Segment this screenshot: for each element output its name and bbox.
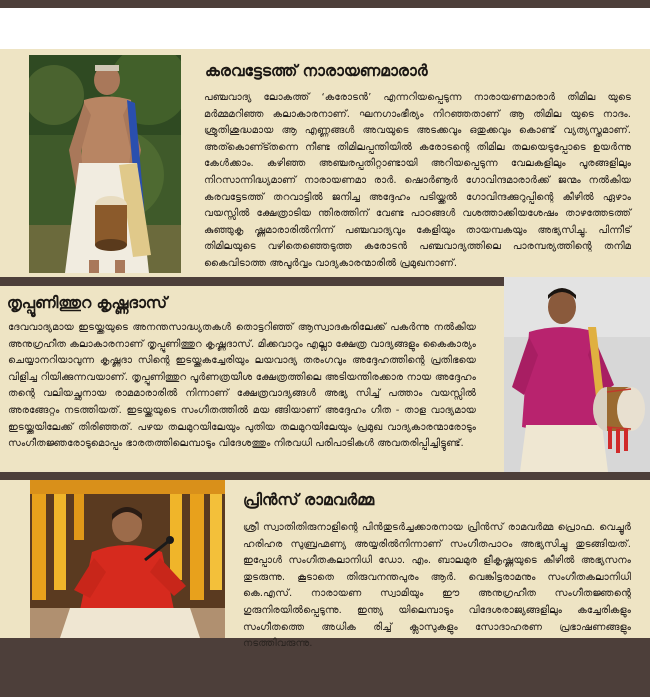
tripunithura-krishnadas-photo (504, 277, 650, 472)
top-band (0, 0, 650, 8)
section-1-title: കരവട്ടേടത്ത് നാരായണമാരാർ (205, 62, 428, 80)
karavatteth-narayana-marar-photo (29, 55, 181, 273)
lower-band (0, 472, 650, 480)
section-2-title: തൃപ്പൂണിത്തുറ കൃഷ്ണദാസ് (7, 294, 168, 312)
section-1-body: പഞ്ചവാദ്യ ലോകത്ത് ‘കരോടൻ’ എന്നറിയപ്പെടുന്ന നാരായണമാരാർ തിമില യുടെ മർമ്മമറിഞ്ഞ കലാകാരനാണ്. ഘനഗാംഭീര്യം നിറഞ്ഞതാണ് ആ തിമില യുടെ നാദം. ശ്രുതിശുദ്ധമായ ആ എണ്ണങ്ങൾ അവയുടെ അടക്കവും ഒതുക്കവും കൊണ്ട് വ്യത്യസ്തമാണ്. അത്കൊണ്ട്തന്നെ നീണ്ട തിമിലപ്പന്തിയിൽ കരോടന്റെ തിമില തലയെടുപ്പോടെ ഉയർന്നു കേൾക്കാം. കഴിഞ്ഞ അഞ്ചരപ്പതിറ്റാണ്ടായി അറിയപ്പെടുന്ന വേലകളിലും പൂരങ്ങളിലും നിറസാന്നിദ്ധ്യമാണ് നാരായണമാ രാർ. ഷൊർണൂർ ഗോവിന്ദമാരാർക്ക് ജന്മം നൽകിയ കരവട്ടേടത്ത് തറവാട്ടിൽ ജനിച്ച അദ്ദേഹം പടിയ്ക്കൽ ഗോവിന്ദക്കുറുപ്പിന്റെ കീഴിൽ ഏഴാം വയസ്സിൽ ക്ഷേത്രാടിയ ന്തിരത്തിന് വേണ്ട പാഠങ്ങൾ വശത്താക്കിയശേഷം താഴത്തേടത്ത് കുഞ്ഞുകൃ ഷ്ണമാരാരിൽനിന്ന് പഞ്ചവാദ്യവും കേളിയും തായമ്പകയും അഭ്യസിച്ചു. പിന്നീട് തിമിലയുടെ വഴിതെഞ്ഞെടുത്ത കരോടൻ പഞ്ചവാദ്യത്തിലെ പാരമ്പര്യത്തിന്റെ തനിമ കൈവിടാത്ത അപൂർവ്വം വാദ്യകാരന്മാരിൽ പ്രമുഖനാണ്. (204, 92, 631, 269)
prince-rama-varma-photo (30, 480, 225, 638)
section-2-body: ദേവവാദ്യമായ ഇടയ്ക്കയുടെ അനന്തസാദ്ധ്യതകൾ തൊട്ടറിഞ്ഞ് ആസ്വാദകരിലേക്ക് പകർന്നു നൽകിയ അനുഗ്രഹീത കലാകാരനാണ് തൃപ്പൂണിത്തുറ കൃഷ്ണദാസ്. മിക്കവാറും എല്ലാ ക്ഷേത്ര വാദ്യങ്ങളും കൈകാര്യം ചെയ്യാനറിയാവുന്ന കൃഷ്ണദാ സിന്റെ ഇടയ്ക്കകച്ചേരിയും ലയവാദ്യ തരംഗവും അദ്ദേഹത്തിന്റെ പ്രതിഭയെ വിളിച്ച റിയിക്കുന്നവയാണ്. തൃപ്പൂണിത്തുറ പൂർണത്രയീശ ക്ഷേത്രത്തിലെ അടിയന്തിരക്കാര നായ അദ്ദേഹം തന്റെ വലിയച്ഛനായ രാമമാരാരിൽ നിന്നാണ് ക്ഷേത്രവാദ്യങ്ങൾ അഭ്യ സിച്ച് പത്താം വയസ്സിൽ അരങ്ങേറ്റം നടത്തിയത്. ഇടയ്ക്കയുടെ സംഗീതത്തിൽ മയ ങ്ങിയാണ് അദ്ദേഹം ഗീത - താള വാദ്യമായ ഇടയ്ക്കയിലേക്ക് തിരിഞ്ഞത്. പഴയ തലമുറയിലേയും പുതിയ തലമുറയിലേയും പ്രമുഖ വാദ്യകാരന്മാരോടും സംഗീതജ്ഞരോടുമൊപ്പം ഭാരതത്തിലെമ്പാടും വിദേശത്തും നിരവധി പരിപാടികൾ അവതരിപ്പിച്ചിട്ടുണ്ട്. (8, 322, 476, 450)
section-3-title: പ്രിൻസ് രാമവർമ്മ (243, 491, 375, 509)
section-3-body: ശ്രീ സ്വാതിതിരുനാളിന്റെ പിൻതുടർച്ചക്കാരനായ പ്രിൻസ് രാമവർമ്മ പ്രൊഫ. വെച്ചൂർ ഹരിഹര സുബ്രഹ്മണ്യ അയ്യരിൽനിന്നാണ് സംഗീതപാഠം അഭ്യസിച്ചു തുടങ്ങിയത്. ഇപ്പോൾ സംഗീതകലാനിധി ഡോ. എം. ബാലമുര ളീകൃഷ്ണയുടെ കീഴിൽ അഭ്യസനം തുടരുന്നു. കൂടാതെ തിരുവനന്തപുരം ആർ. വെങ്കിട്ടരാമനും സംഗീതകലാനിധി കെ.എസ്. നാരായണ സ്വാമിയും ഈ അനുഗ്രഹീത സംഗീതജ്ഞന്റെ ഗുരുനിരയിൽപ്പെടുന്നു. ഇന്ത്യ യിലെമ്പാടും വിദേശരാജ്യങ്ങളിലും കച്ചേരികളും സംഗീതത്തെ അധിക രിച്ച് ക്ലാസുകളും സോദാഹരണ പ്രഭാഷണങ്ങളും നടത്തിവരുന്നു. (243, 522, 631, 650)
